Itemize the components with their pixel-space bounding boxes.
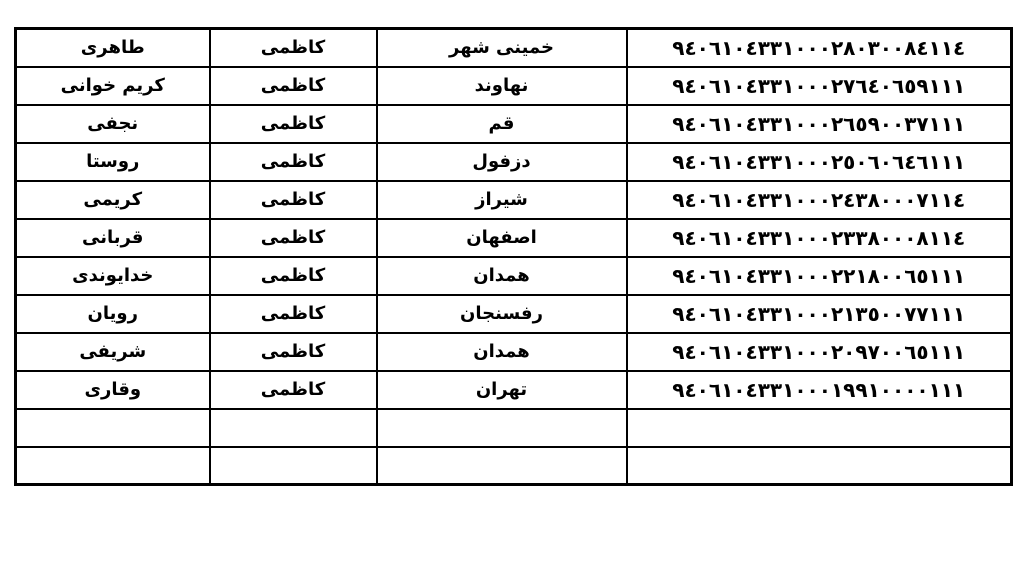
name-cell: روستا (16, 143, 210, 181)
number-cell: ٩٤٠٦١٠٤٣٣١٠٠٠٢٥٠٦٠٦٤٦١١١ (627, 143, 1012, 181)
city-cell: خمینی شهر (377, 29, 627, 67)
number-cell (627, 409, 1012, 447)
city-cell: رفسنجان (377, 295, 627, 333)
city-cell (377, 447, 627, 485)
table-body (16, 29, 1012, 485)
city-cell: اصفهان (377, 219, 627, 257)
name-cell: وقاری (16, 371, 210, 409)
number-cell: ٩٤٠٦١٠٤٣٣١٠٠٠٢٠٩٧٠٠٦٥١١١ (627, 333, 1012, 371)
family-cell (210, 409, 377, 447)
family-cell: کاظمی (210, 219, 377, 257)
name-cell: کریمی (16, 181, 210, 219)
table-row (16, 371, 1012, 409)
number-cell: ٩٤٠٦١٠٤٣٣١٠٠٠٢٦٥٩٠٠٣٧١١١ (627, 105, 1012, 143)
city-cell: تهران (377, 371, 627, 409)
city-cell: دزفول (377, 143, 627, 181)
table-row (16, 295, 1012, 333)
table-row (16, 143, 1012, 181)
table-row (16, 29, 1012, 67)
number-cell: ٩٤٠٦١٠٤٣٣١٠٠٠٢٣٣٨٠٠٠٨١١٤ (627, 219, 1012, 257)
table-row (16, 333, 1012, 371)
number-cell: ٩٤٠٦١٠٤٣٣١٠٠٠٢٧٦٤٠٦٥٩١١١ (627, 67, 1012, 105)
family-cell: کاظمی (210, 29, 377, 67)
number-cell: ٩٤٠٦١٠٤٣٣١٠٠٠٢١٣٥٠٠٧٧١١١ (627, 295, 1012, 333)
family-cell: کاظمی (210, 371, 377, 409)
table-row (16, 67, 1012, 105)
family-cell: کاظمی (210, 295, 377, 333)
table-row-empty (16, 447, 1012, 485)
name-cell: رویان (16, 295, 210, 333)
family-cell: کاظمی (210, 143, 377, 181)
name-cell (16, 409, 210, 447)
name-cell: شریفی (16, 333, 210, 371)
city-cell: نهاوند (377, 67, 627, 105)
table-row (16, 257, 1012, 295)
family-cell: کاظمی (210, 181, 377, 219)
table-row (16, 105, 1012, 143)
city-cell: همدان (377, 257, 627, 295)
city-cell: قم (377, 105, 627, 143)
family-cell (210, 447, 377, 485)
family-cell: کاظمی (210, 257, 377, 295)
city-cell: شیراز (377, 181, 627, 219)
table-row-empty (16, 409, 1012, 447)
name-cell: کریم خوانی (16, 67, 210, 105)
number-cell: ٩٤٠٦١٠٤٣٣١٠٠٠٢٨٠٣٠٠٨٤١١٤ (627, 29, 1012, 67)
name-cell (16, 447, 210, 485)
number-cell (627, 447, 1012, 485)
persons-table (14, 27, 1013, 486)
family-cell: کاظمی (210, 67, 377, 105)
number-cell: ٩٤٠٦١٠٤٣٣١٠٠٠٢٢١٨٠٠٦٥١١١ (627, 257, 1012, 295)
city-cell: همدان (377, 333, 627, 371)
name-cell: نجفی (16, 105, 210, 143)
number-cell: ٩٤٠٦١٠٤٣٣١٠٠٠١٩٩١٠٠٠٠١١١ (627, 371, 1012, 409)
table-row (16, 181, 1012, 219)
table-row (16, 219, 1012, 257)
name-cell: طاهری (16, 29, 210, 67)
name-cell: قربانی (16, 219, 210, 257)
name-cell: خدایوندی (16, 257, 210, 295)
city-cell (377, 409, 627, 447)
number-cell: ٩٤٠٦١٠٤٣٣١٠٠٠٢٤٣٨٠٠٠٧١١٤ (627, 181, 1012, 219)
family-cell: کاظمی (210, 333, 377, 371)
family-cell: کاظمی (210, 105, 377, 143)
